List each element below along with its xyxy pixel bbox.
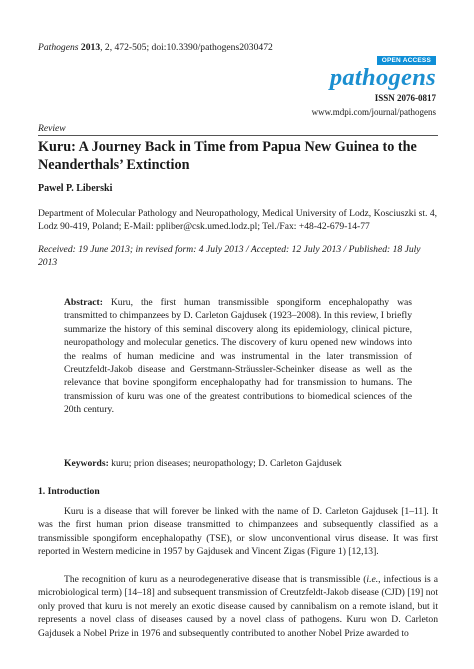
keywords	[64, 457, 412, 470]
abstract-text: Kuru, the first human transmissible spongiform encephalopathy was transmitted to chimpanzees by D. Carleton Gajdusek (1923–2008). In this review, I briefly summarize the history of this seminal discovery along its epidemiology, clinical picture, neuropathology and molecular genetics. The discovery of kuru opened new windows into the realms of human medicine and was instrumental in the later transmission of Creutzfeldt-Jakob disease and Gerstmann-Sträussler-Scheinker disease as well as the relevance that bovine spongiform encephalopathy had for transmission to humans. The transmission of kuru was one of the greatest contributions to biomedical sciences of the 20th century.	[64, 297, 412, 416]
affiliation: Department of Molecular Pathology and Neuropathology, Medical University of Lodz, Kosciuszki st. 4, Lodz 90-419, Poland; E-Mail: ppliber@csk.umed.lodz.pl; Tel./Fax: +48-42-679-14-77	[38, 208, 438, 233]
article-type: Review	[38, 123, 66, 134]
para2-rest: , infectious is a microbiological term) [14–18] and subsequent transmission of Creutzfeldt-Jakob disease (CJD) [19] not only proved that kuru is not merely an exotic disease caused by cannibalism on a remote island, but it represents a novel class of diseases caused by a novel class of pathogens. Kuru won D. Carleton Gajdusek a Nobel Prize in 1976 and subsequently contributed to another Nobel Prize awarded to	[38, 574, 438, 639]
open-access-badge: OPEN ACCESS	[377, 56, 436, 65]
section-heading: 1. Introduction	[38, 486, 100, 497]
abstract-label: Abstract:	[64, 297, 103, 308]
citation-line	[38, 42, 273, 53]
article-title: Kuru: A Journey Back in Time from Papua New Guinea to the Neanderthals’ Extinction	[38, 139, 417, 173]
author-name: Pawel P. Liberski	[38, 183, 113, 194]
keywords-text: kuru; prion diseases; neuropathology; D. Carleton Gajdusek	[111, 458, 342, 469]
journal-url[interactable]: www.mdpi.com/journal/pathogens	[311, 107, 436, 117]
citation-year: 2013	[80, 42, 101, 53]
publication-history: Received: 19 June 2013; in revised form: 4 July 2013 / Accepted: 12 July 2013 / Published: 18 July 2013	[38, 244, 421, 269]
journal-logo: pathogens	[329, 64, 436, 91]
keywords-label: Keywords:	[64, 458, 109, 469]
citation-rest: , 2, 472-505; doi:10.3390/pathogens2030472	[100, 42, 273, 53]
para2-start: The recognition of kuru as a neurodegenerative disease that is transmissible (	[64, 574, 367, 585]
abstract	[64, 296, 412, 417]
para2-ie: i.e.	[366, 574, 379, 585]
intro-paragraph-1: Kuru is a disease that will forever be linked with the name of D. Carleton Gajdusek [1–11]. It was the first human prion disease transmitted to chimpanzees and subsequently classified as a transmissible spongiform encephalopathy (TSE), or slow unconventional virus disease. It was first reported in Western medicine in 1957 by Gajdusek and Vincent Zigas (Figure 1) [12,13].	[38, 506, 438, 558]
issn: ISSN 2076-0817	[374, 93, 436, 103]
citation-journal: Pathogens	[38, 42, 79, 53]
divider-top	[38, 135, 438, 136]
intro-paragraph-2	[38, 573, 438, 640]
